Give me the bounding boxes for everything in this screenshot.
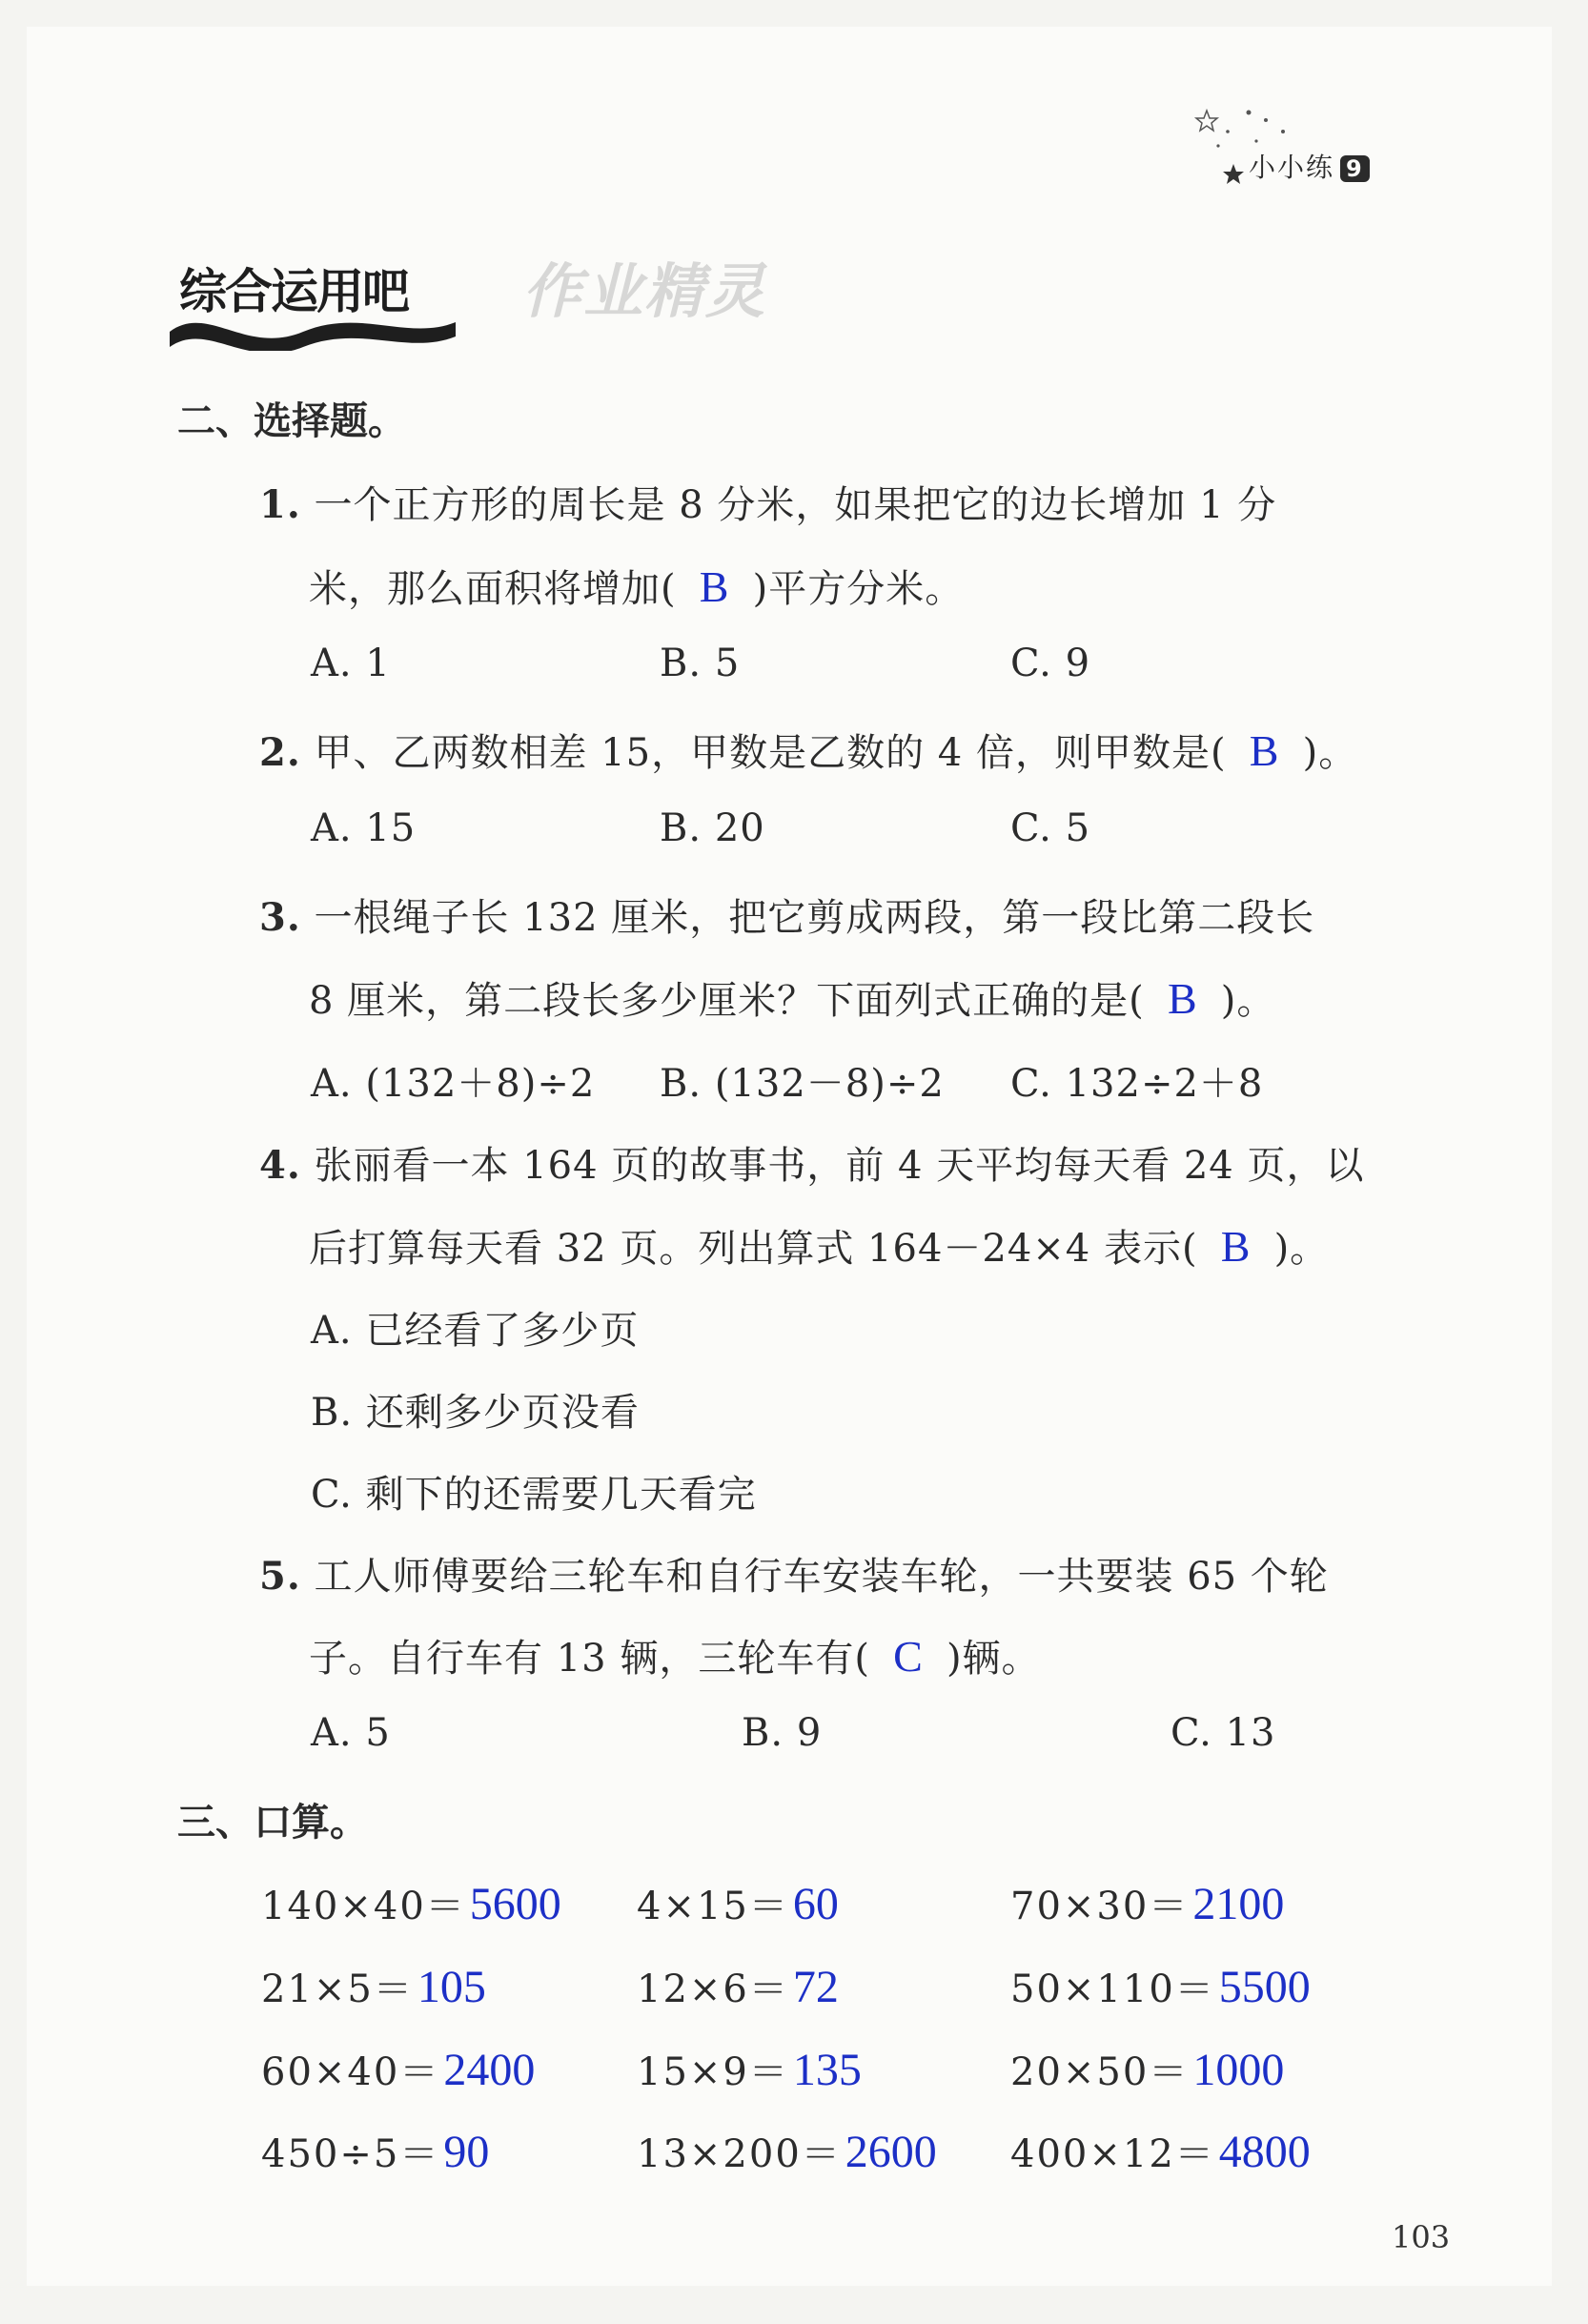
- calc-item: [261, 1876, 561, 1930]
- question-text: 子。自行车有 13 辆，三轮车有(: [309, 1637, 870, 1681]
- section-title-mental-math: 三、口算。: [177, 1801, 368, 1845]
- question-text: 米，那么面积将增加(: [309, 567, 677, 611]
- calc-answer: 1000: [1192, 2045, 1285, 2095]
- calc-answer: 5600: [469, 1879, 561, 1929]
- calc-item: [637, 1959, 839, 2013]
- calc-expression: 450÷5＝: [261, 2132, 440, 2176]
- answer-handwritten: C: [893, 1632, 924, 1681]
- calc-item: [261, 2042, 535, 2096]
- header-tag: [1249, 147, 1370, 185]
- calc-item: [1010, 1959, 1311, 2013]
- calc-expression: 21×5＝: [261, 1967, 414, 2011]
- question-1-line2: [309, 559, 964, 613]
- page-number: 103: [1392, 2219, 1451, 2255]
- option-c: C. 13: [1171, 1711, 1276, 1755]
- option-c: C. 9: [1010, 642, 1091, 685]
- watermark-text: 作业精灵: [522, 256, 767, 326]
- calc-expression: 4×15＝: [637, 1885, 789, 1928]
- calc-item: [637, 2124, 937, 2178]
- question-4-line1: [259, 1135, 1364, 1190]
- question-number: 5.: [259, 1554, 301, 1599]
- calc-answer: 2600: [845, 2127, 937, 2177]
- option-b: B. 5: [660, 642, 741, 685]
- question-1-line1: [259, 475, 1276, 529]
- question-text: 一个正方形的周长是 8 分米，如果把它的边长增加 1 分: [314, 483, 1277, 527]
- answer-handwritten: B: [699, 562, 730, 611]
- question-2-line1: [259, 723, 1357, 777]
- calc-answer: 90: [443, 2127, 490, 2177]
- option-c: C. 剩下的还需要几天看完: [311, 1473, 757, 1517]
- option-b: B. 9: [742, 1711, 823, 1755]
- option-b: B. 还剩多少页没看: [311, 1391, 640, 1435]
- banner-title: 综合运用吧: [179, 264, 408, 319]
- workbook-page: [27, 27, 1552, 2286]
- calc-item: [637, 1876, 839, 1930]
- calc-expression: 13×200＝: [637, 2132, 842, 2176]
- calc-item: [261, 2124, 489, 2178]
- calc-answer: 2400: [443, 2045, 536, 2095]
- option-a: A. 5: [311, 1711, 391, 1755]
- question-3-line2: [309, 970, 1275, 1025]
- calc-expression: 60×40＝: [261, 2050, 440, 2094]
- option-a: A. 15: [311, 806, 417, 850]
- option-b: B. 20: [660, 806, 765, 850]
- section-title-choice: 二、选择题。: [177, 399, 406, 443]
- question-text: 一根绳子长 132 厘米，把它剪成两段，第一段比第二段长: [314, 896, 1315, 940]
- question-3-line1: [259, 887, 1314, 942]
- calc-answer: 4800: [1218, 2127, 1311, 2177]
- calc-answer: 2100: [1192, 1879, 1285, 1929]
- calc-item: [1010, 2042, 1284, 2096]
- calc-item: [1010, 1876, 1284, 1930]
- calc-expression: 400×12＝: [1010, 2132, 1215, 2176]
- question-text: )平方分米。: [752, 567, 965, 611]
- question-text: 张丽看一本 164 页的故事书，前 4 天平均每天看 24 页，以: [314, 1144, 1365, 1188]
- question-text: )辆。: [946, 1637, 1041, 1681]
- calc-item: [637, 2042, 862, 2096]
- answer-handwritten: B: [1167, 974, 1198, 1023]
- option-a: A. 1: [311, 642, 391, 685]
- question-number: 3.: [259, 895, 301, 940]
- calc-answer: 105: [417, 1962, 486, 2012]
- calc-answer: 60: [792, 1879, 839, 1929]
- calc-expression: 12×6＝: [637, 1967, 789, 2011]
- option-c: C. 5: [1010, 806, 1091, 850]
- option-a: A. 已经看了多少页: [311, 1309, 640, 1353]
- question-text: 工人师傅要给三轮车和自行车安装车轮，一共要装 65 个轮: [314, 1555, 1329, 1599]
- calc-item: [261, 1959, 486, 2013]
- question-text: )。: [1273, 1227, 1330, 1271]
- answer-handwritten: B: [1249, 726, 1280, 775]
- question-text: 8 厘米，第二段长多少厘米？下面列式正确的是(: [309, 979, 1145, 1023]
- option-b: B. (132－8)÷2: [660, 1062, 945, 1106]
- option-c: C. 132÷2＋8: [1010, 1062, 1264, 1106]
- header-tag-label: 小小练: [1249, 152, 1335, 183]
- option-a: A. (132＋8)÷2: [311, 1062, 596, 1106]
- calc-expression: 20×50＝: [1010, 2050, 1190, 2094]
- question-number: 2.: [259, 730, 301, 775]
- answer-handwritten: B: [1220, 1222, 1252, 1271]
- question-text: )。: [1220, 979, 1276, 1023]
- calc-expression: 50×110＝: [1010, 1967, 1215, 2011]
- calc-expression: 15×9＝: [637, 2050, 789, 2094]
- question-text: 甲、乙两数相差 15，甲数是乙数的 4 倍，则甲数是(: [314, 731, 1227, 775]
- header-tag-number: 9: [1340, 155, 1370, 182]
- question-text: )。: [1302, 731, 1358, 775]
- question-5-line2: [309, 1628, 1041, 1682]
- question-4-line2: [309, 1218, 1329, 1273]
- calc-expression: 70×30＝: [1010, 1885, 1190, 1928]
- calc-item: [1010, 2124, 1311, 2178]
- question-5-line1: [259, 1546, 1329, 1600]
- question-text: 后打算每天看 32 页。列出算式 164－24×4 表示(: [309, 1227, 1198, 1271]
- calc-answer: 135: [792, 2045, 862, 2095]
- question-number: 1.: [259, 482, 301, 527]
- calc-answer: 5500: [1218, 1962, 1311, 2012]
- question-number: 4.: [259, 1143, 301, 1188]
- calc-answer: 72: [792, 1962, 839, 2012]
- calc-expression: 140×40＝: [261, 1885, 466, 1928]
